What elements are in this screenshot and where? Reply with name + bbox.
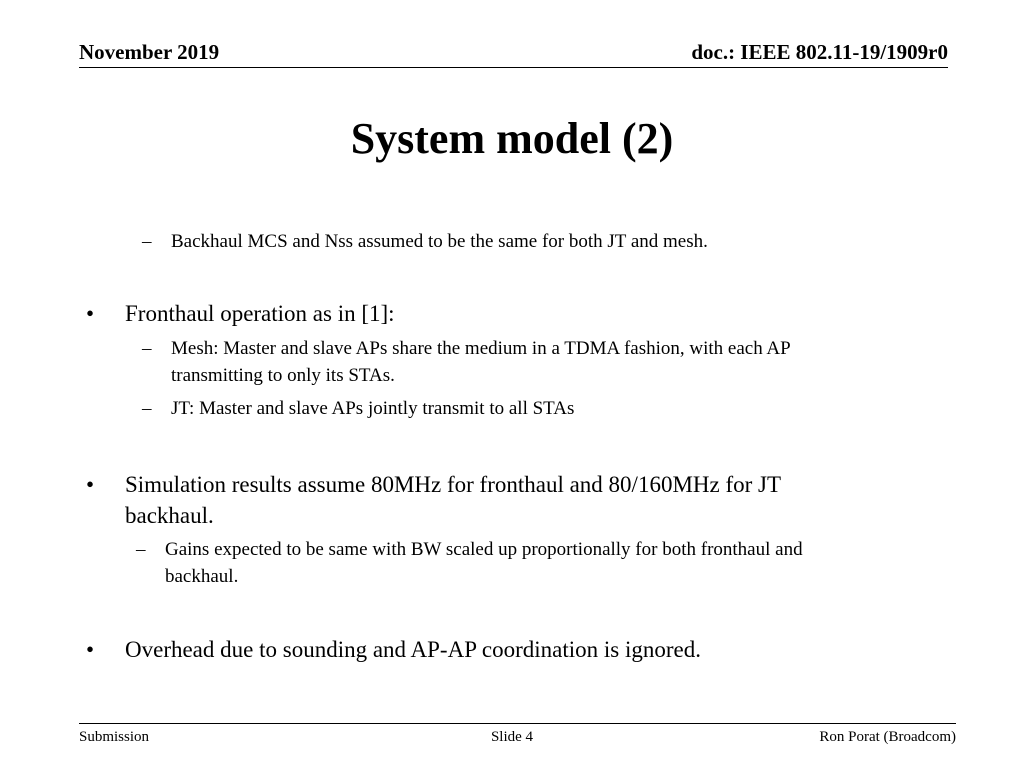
mesh-text-line2: transmitting to only its STAs.: [171, 365, 395, 386]
mesh-text-line1: Mesh: Master and slave APs share the medium in a TDMA fashion, with each AP: [171, 338, 791, 359]
dash-marker: –: [136, 539, 146, 560]
simulation-text-line1: Simulation results assume 80MHz for fronthaul and 80/160MHz for JT: [125, 472, 782, 497]
gains-text-line1: Gains expected to be same with BW scaled up proportionally for both fronthaul and: [165, 539, 803, 560]
bullet-marker: •: [86, 472, 95, 497]
bullet-marker: •: [86, 301, 95, 326]
dash-marker: –: [142, 398, 152, 419]
fronthaul-text: Fronthaul operation as in [1]:: [125, 301, 395, 326]
jt-text: JT: Master and slave APs jointly transmit to all STAs: [171, 398, 575, 419]
overhead-text: Overhead due to sounding and AP-AP coordination is ignored.: [125, 637, 701, 662]
footer-submission: Submission: [79, 729, 150, 745]
simulation-text-line2: backhaul.: [125, 503, 214, 528]
footer-author: Ron Porat (Broadcom): [819, 729, 956, 745]
dash-marker: –: [142, 231, 152, 252]
dash-marker: –: [142, 338, 152, 359]
slide-title: System model (2): [350, 114, 674, 163]
footer-divider: [79, 723, 956, 724]
backhaul-mcs-text: Backhaul MCS and Nss assumed to be the same for both JT and mesh.: [171, 231, 708, 252]
bullet-marker: •: [86, 637, 95, 662]
header-divider: [79, 67, 948, 68]
footer-slide-number: Slide 4: [490, 729, 534, 745]
gains-text-line2: backhaul.: [165, 566, 239, 587]
header-doc-id: doc.: IEEE 802.11-19/1909r0: [691, 40, 948, 64]
header-date: November 2019: [79, 40, 220, 64]
